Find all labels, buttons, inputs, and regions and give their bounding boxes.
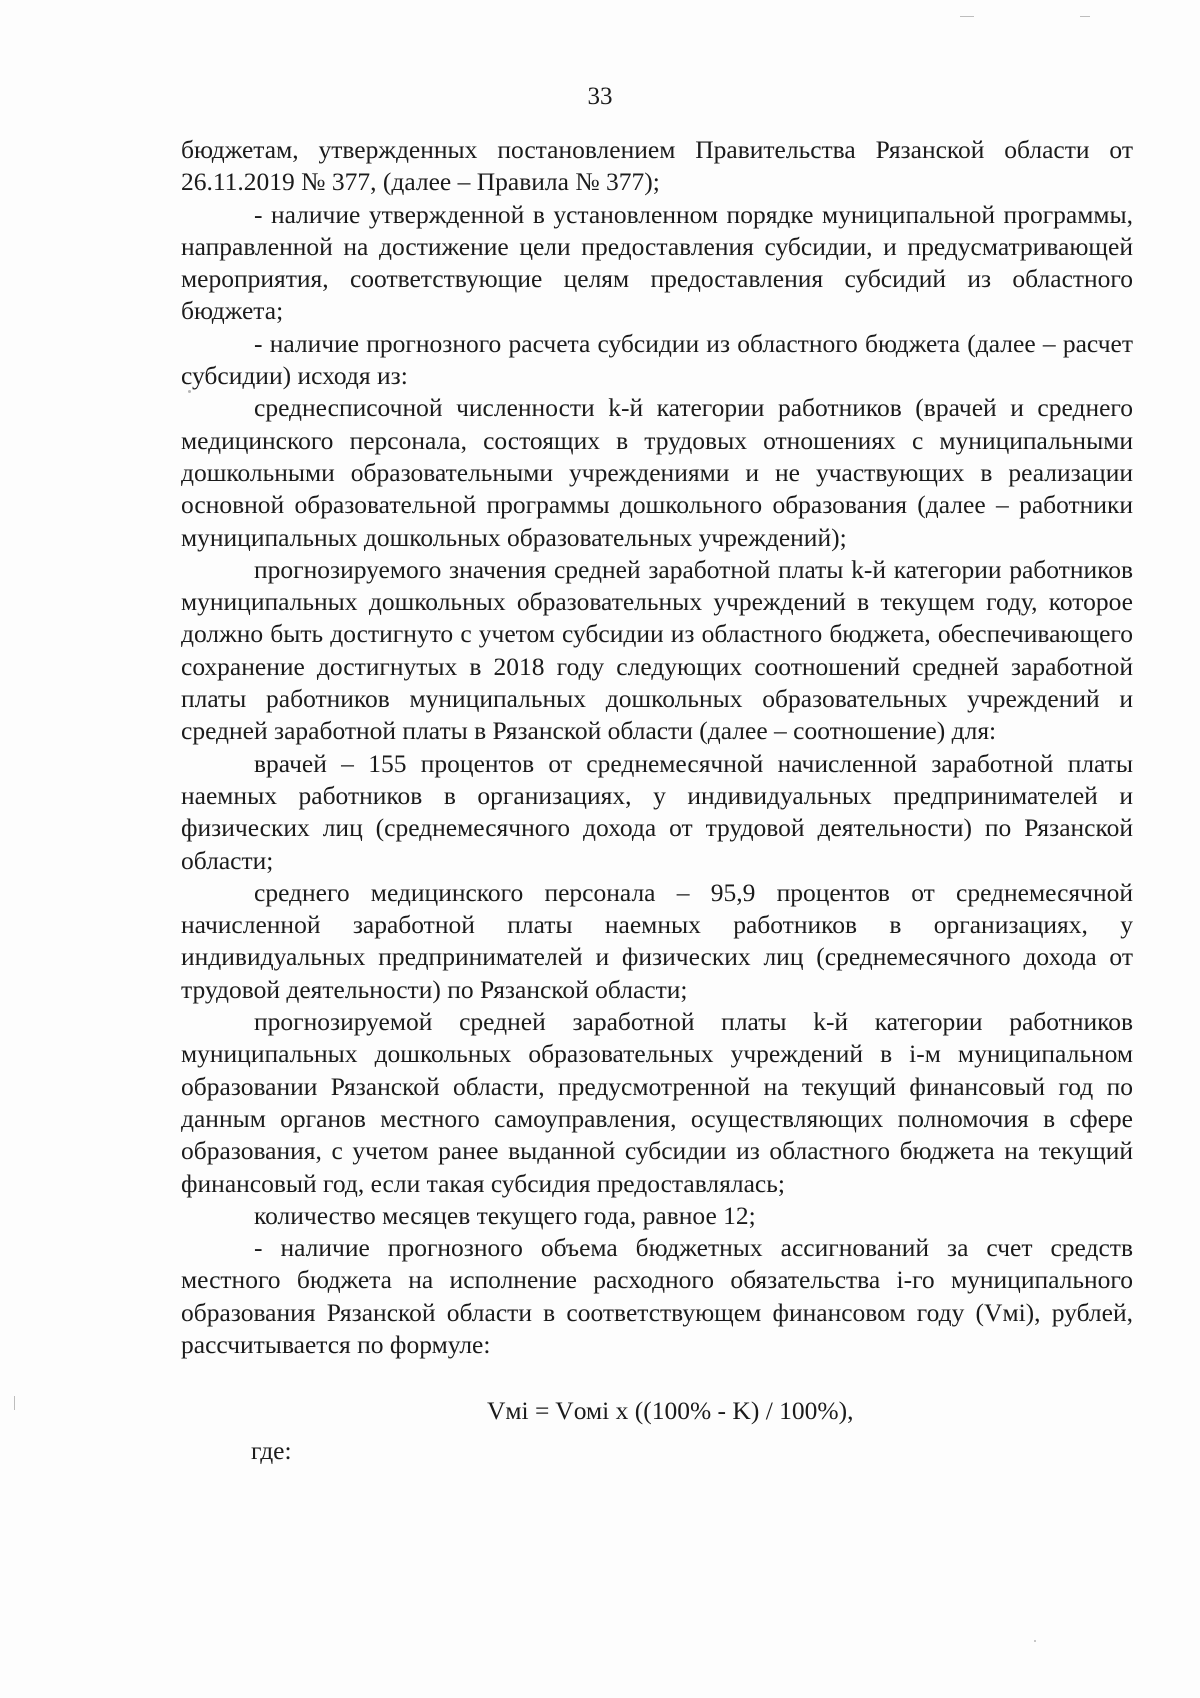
- paragraph-headcount: среднесписочной численности k-й категории работников (врачей и среднего медицинского персонала, состоящих в трудовых отношениях с муниципальными дошкольными образовательными учреждениями и не участвующих в реализации основной образовательной программы дошкольного образования (далее – работники муниципальных дошкольных образовательных учреждений);: [181, 393, 1133, 552]
- paragraph-medical-staff: среднего медицинского персонала – 95,9 процентов от среднемесячной начисленной заработной платы наемных работников в организациях, у индивидуальных предпринимателей и физических лиц (среднемесячного дохода от трудовой деятельности) по Рязанской области;: [181, 877, 1133, 1004]
- paragraph-forecast-salary: прогнозируемого значения средней заработной платы k-й категории работников муниципальных дошкольных образовательных учреждений в текущем году, которое должно быть достигнуто с учетом субсидии из областного бюджета, обеспечивающего сохранение достигнутых в 2018 году следующих соотношений средней заработной платы работников муниципальных дошкольных образовательных учреждений и средней заработной платы в Рязанской области (далее – соотношение) для:: [181, 554, 1133, 746]
- paragraph-subsidy-forecast: - наличие прогнозного расчета субсидии из областного бюджета (далее – расчет субсидии) исходя из:: [181, 328, 1133, 391]
- where-label: где:: [251, 1436, 292, 1466]
- scan-artifact: [14, 1396, 15, 1410]
- scan-artifact: [1034, 1640, 1036, 1642]
- paragraph-doctors: врачей – 155 процентов от среднемесячной начисленной заработной платы наемных работников в организациях, у индивидуальных предпринимателей и физических лиц (среднемесячного дохода от трудовой деятельности) по Рязанской области;: [181, 748, 1133, 875]
- paragraph-continuation: бюджетам, утвержденных постановлением Правительства Рязанской области от 26.11.2019 № 377, (далее – Правила № 377);: [181, 135, 1133, 197]
- scan-artifact: [188, 390, 191, 393]
- paragraph-budget-allocations: - наличие прогнозного объема бюджетных ассигнований за счет средств местного бюджета на исполнение расходного обязательства i-го муниципального образования Рязанской области в соответствующем финансовом году (Vмi), рублей, рассчитывается по формуле:: [181, 1233, 1133, 1359]
- paragraph-months: количество месяцев текущего года, равное 12;: [254, 1200, 756, 1230]
- scan-artifact: [960, 16, 974, 17]
- document-body: [181, 134, 1133, 1468]
- formula: Vмi = Vомi x ((100% - K) / 100%),: [487, 1396, 854, 1426]
- paragraph-municipal-program: - наличие утвержденной в установленном порядке муниципальной программы, направленной на достижение цели предоставления субсидии, и предусматривающей мероприятия, соответствующие целям предоставления субсидий из областного бюджета;: [181, 199, 1133, 326]
- paragraph-forecast-average-salary: прогнозируемой средней заработной платы k-й категории работников муниципальных дошкольных образовательных учреждений в i-м муниципальном образовании Рязанской области, предусмотренной на текущий финансовый год по данным органов местного самоуправления, осуществляющих полномочия в сфере образования, с учетом ранее выданной субсидии из областного бюджета на текущий финансовый год, если такая субсидия предоставлялась;: [181, 1007, 1133, 1198]
- scan-artifact: [1080, 16, 1090, 17]
- page-number: 33: [587, 83, 613, 110]
